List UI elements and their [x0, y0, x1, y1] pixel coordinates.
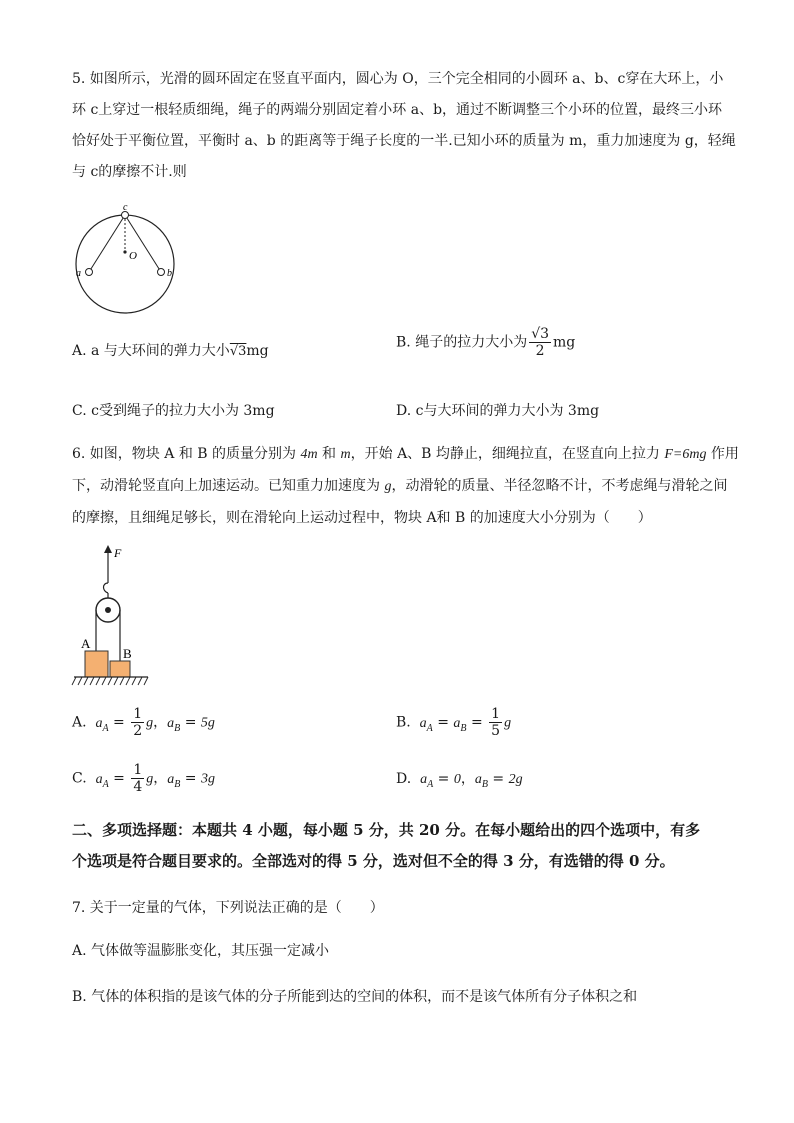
q5-stem-line-2: 环 c上穿过一根轻质细绳，绳子的两端分别固定着小环 a、b，通过不断调整三个小环的位置，最终三小环: [72, 102, 723, 118]
label-c: c: [123, 202, 128, 213]
q6-option-b[interactable]: B. $a_A = a_B$ = $\frac{1}{5}$ g: [396, 706, 512, 739]
q5-stem-line-3: 恰好处于平衡位置，平衡时 a、b 的距离等于绳子长度的一半.已知小环的质量为 m，重力加速度为 g，轻绳: [72, 133, 736, 149]
section-2-heading-line-2: 个选项是符合题目要求的。全部选对的得 5 分，选对但不全的得 3 分，有选错的得 0 分。: [72, 852, 675, 870]
q5-option-b[interactable]: B. 绳子的拉力大小为 $\frac{√3}{2}$ mg: [396, 326, 576, 359]
q5-stem-line-1: 5. 如图所示，光滑的圆环固定在竖直平面内，圆心为 O，三个完全相同的小圆环 a、b、c穿在大环上，小: [72, 71, 724, 87]
q6-stem-line-1: 6. 如图，物块 A 和 B 的质量分别为 4m 和 m，开始 A、B 均静止，细绳拉直，在竖直向上拉力 F=6mg 作用: [72, 446, 739, 462]
label-F: F: [114, 546, 122, 560]
q6-stem-line-2: 下，动滑轮竖直向上加速运动。已知重力加速度为 g，动滑轮的质量、半径忽略不计，不考虑绳与滑轮之间: [72, 478, 728, 494]
label-O: O: [129, 250, 137, 262]
q7-stem: 7. 关于一定量的气体，下列说法正确的是（ ）: [72, 900, 384, 916]
ring-diagram: [75, 204, 185, 319]
pulley-diagram: [72, 543, 162, 693]
label-a: a: [76, 268, 81, 279]
label-B: B: [123, 646, 132, 661]
label-b: b: [167, 268, 172, 279]
q5-stem-line-4: 与 c的摩擦不计.则: [72, 164, 187, 180]
q6-option-d[interactable]: D. $a_A = 0$，$a_B = 2g$: [396, 771, 523, 790]
q5-option-d[interactable]: D. c与大环间的弹力大小为 3mg: [396, 403, 600, 419]
label-A: A: [81, 636, 91, 651]
section-2-heading-line-1: 二、多项选择题：本题共 4 小题，每小题 5 分，共 20 分。在每小题给出的四个选项中，有多: [72, 821, 701, 839]
q6-option-a[interactable]: A. $a_A$ = $\frac{1}{2}$ g，$a_B = 5g$: [72, 706, 215, 739]
q5-option-a[interactable]: A. a 与大环间的弹力大小√3mg: [72, 343, 269, 359]
q7-option-a[interactable]: A. 气体做等温膨胀变化，其压强一定减小: [72, 943, 330, 959]
q7-option-b[interactable]: B. 气体的体积指的是该气体的分子所能到达的空间的体积，而不是该气体所有分子体积之和: [72, 989, 638, 1005]
q6-option-c[interactable]: C. $a_A$ = $\frac{1}{4}$ g，$a_B = 3g$: [72, 762, 215, 795]
q5-option-c[interactable]: C. c受到绳子的拉力大小为 3mg: [72, 403, 275, 419]
q6-stem-line-3: 的摩擦，且细绳足够长，则在滑轮向上运动过程中，物块 A和 B 的加速度大小分别为（ ）: [72, 510, 652, 526]
